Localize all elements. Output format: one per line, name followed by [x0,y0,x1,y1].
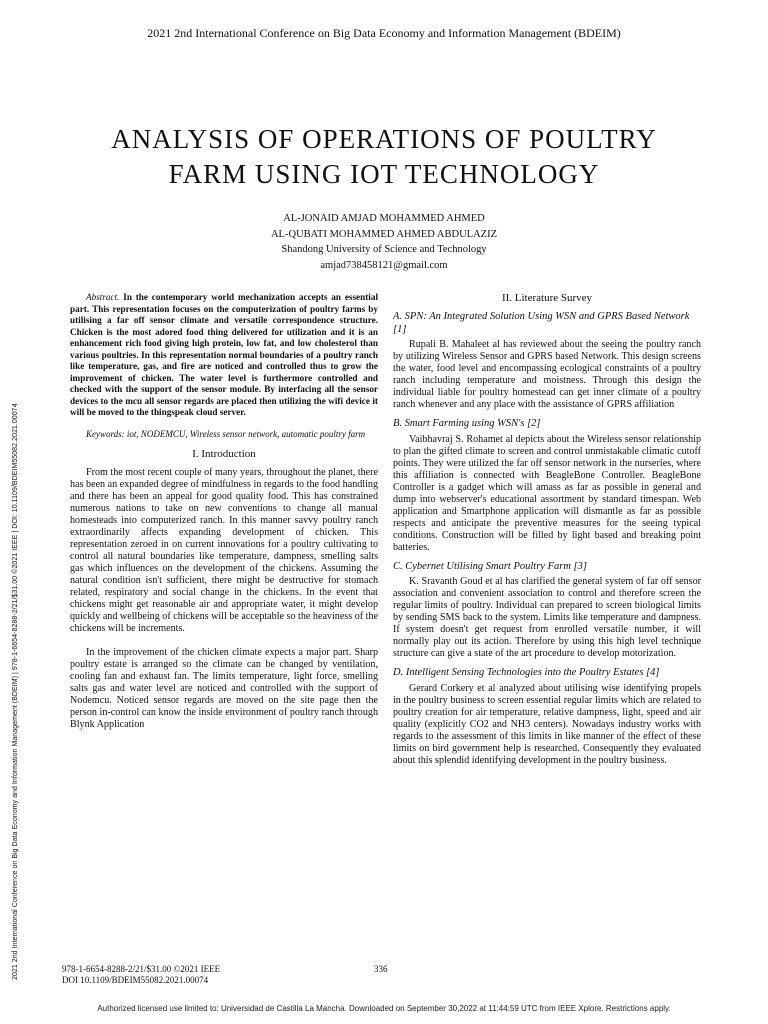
authorized-use-notice: Authorized licensed use limited to: Universidad de Castilla La Mancha. Downloaded on September 30,2022 at 11:44:59 UTC from IEEE Xplore. Restrictions apply. [97,1004,671,1013]
author-block [0,211,768,273]
subsection-a-text: Rupali B. Mahaleet al has reviewed about the seeing the poultry ranch by utilizing Wireless Sensor and GPRS based Network. This design screens the water, food level and encompassing ecological constraints of a poultry ranch including temperature and moistness. Through this design the individual liable for poultry homestead can get inner climate of a poultry ranch whenever and any place with the assistance of GPRS affiliation [393,339,701,410]
right-column [393,292,701,767]
author-2: AL-QUBATI MOHAMMED AHMED ABDULAZIZ [270,228,498,240]
title-line-2: FARM USING IOT TECHNOLOGY [168,159,600,189]
author-1: AL-JONAID AMJAD MOHAMMED AHMED [283,213,485,224]
abstract [70,292,378,419]
introduction-paragraph-2: In the improvement of the chicken climate expects a major part. Sharp poultry estate is arranged so the climate can be changed by ventilation, cooling fan and exhaust fan. The limits temperature, light force, smelling salts gas and water level are noticed and controlled with the support of Nodemcu. Noticed sensor regards are moved on the site page then the person in-control can know the inside environment of poultry ranch through Blynk Application [70,647,378,730]
subsection-d-heading: D. Intelligent Sensing Technologies into the Poultry Estates [4] [393,667,660,678]
abstract-lead: Abstract. [86,292,120,302]
paper-title [64,122,704,192]
subsection-a-heading: A. SPN: An Integrated Solution Using WSN and GPRS Based Network [1] [393,311,690,335]
page-number: 336 [374,964,388,974]
introduction-heading: I. Introduction [192,448,256,460]
side-margin-note: 2021 2nd International Conference on Big Data Economy and Information Management (BDEIM) | 978-1-6654-8288-2/21/$31.00 ©2021 IEEE | DOI: 10.1109/BDEIM55082.2021.00074 [12,403,19,980]
subsection-c-heading: C. Cybernet Utilising Smart Poultry Farm [3] [393,560,587,572]
conference-header: 2021 2nd International Conference on Big Data Economy and Information Management (BDEIM) [147,26,621,40]
footer-identifiers [62,964,220,985]
left-column [70,292,378,731]
subsection-b-text: Vaibhavraj S. Rohamet al depicts about the Wireless sensor relationship to plan the gifted climate to screen and control unmistakable climatic cutoff points. They were utilized the far off sensor network in the nurseries, where this affiliation is connected with BeagleBone Controller. BeagleBone Controller is a gadget which will amass as far as possible in general and dump into webserver's educational assortment by standard timespan. Web application and Smartphone application will dismantle as far as possible respects and anticipate the preventive measures for the seeing typical conditions. Construction will be filled by light based and breaking point batteries. [393,433,701,553]
subsection-c-text: K. Sravanth Goud et al has clarified the general system of far off sensor association and convenient association to control and therefore screen the regular limits of poultry. Individual can prepared to screen biological limits by sending SMS back to the system. Limits like temperature and dampness. If system doesn't get request from enrolled versatile number, it will normally play out its action. Therefore by using this high level technique structure can give a state of the art procedure to develop motorization. [393,576,701,659]
keywords: Keywords: iot, NODEMCU, Wireless sensor network, automatic poultry farm [86,428,366,439]
title-line-1: ANALYSIS OF OPERATIONS OF POULTRY [111,124,657,154]
literature-heading: II. Literature Survey [501,292,593,304]
author-email: amjad738458121@gmail.com [320,259,448,271]
footer-isbn: 978-1-6654-8288-2/21/$31.00 ©2021 IEEE [62,964,221,974]
abstract-text: In the contemporary world mechanization accepts an essential part. This representation focuses on the computerization of poultry farms by utilising a far off sensor climate and versatile correspondence structure. Chicken is the most adored food thing delivered for utilization and it is an enhancement rich food giving high protein, low fat, and low cholesterol than various poultries. In this representation normal boundaries of a poultry ranch like temperature, gas, and fire are noticed and controlled thus to grow the improvement of chicken. The water level is furthermore controlled and checked with the support of the sensor module. By interfacing all the sensor devices to the mcu all sensor regards are placed then utilizing the wifi device it will be moved to the thingspeak cloud server. [70,292,378,417]
footer-doi: DOI 10.1109/BDEIM55082.2021.00074 [62,974,209,985]
affiliation: Shandong University of Science and Technology [281,244,487,255]
subsection-d-text: Gerard Corkery et al analyzed about utilising wise identifying propels in the poultry business to screen essential regular limits which are related to poultry creation for air temperature, relative dampness, light, speed and air quality (explicitly CO2 and NH3 centers). Nowadays industry works with regards to the assessment of this limits in like manner of the effect of these limits on bird government help is researched. Consequently they evaluated about this splendid identifying development in the poultry business. [393,682,701,766]
introduction-paragraph-1: From the most recent couple of many years, throughout the planet, there has been an expanded degree of mindfulness in regards to the food handling and there has been an appeal for good quality food. This has constrained numerous nations to take on new conventions to change all manual homesteads into computerized ranch. In this manner savvy poultry ranch extraordinarily affects expanding development of chicken. This representation zeroed in on current innovations for a poultry cultivating to control all natural boundaries like temperature, dampness, smelling salts gas which influences on the development of the chickens. Assuming the natural condition isn't sufficient, there might be destructive for stomach related, respiratory and social change in the chickens. In the event that chickens might get reasonable air and appropriate water, it might develop quickly and wellbeing of chickens will be acceptable so the heaviness of the chickens will be increments. [70,467,378,634]
subsection-b-heading: B. Smart Farming using WSN's [2] [393,418,541,429]
